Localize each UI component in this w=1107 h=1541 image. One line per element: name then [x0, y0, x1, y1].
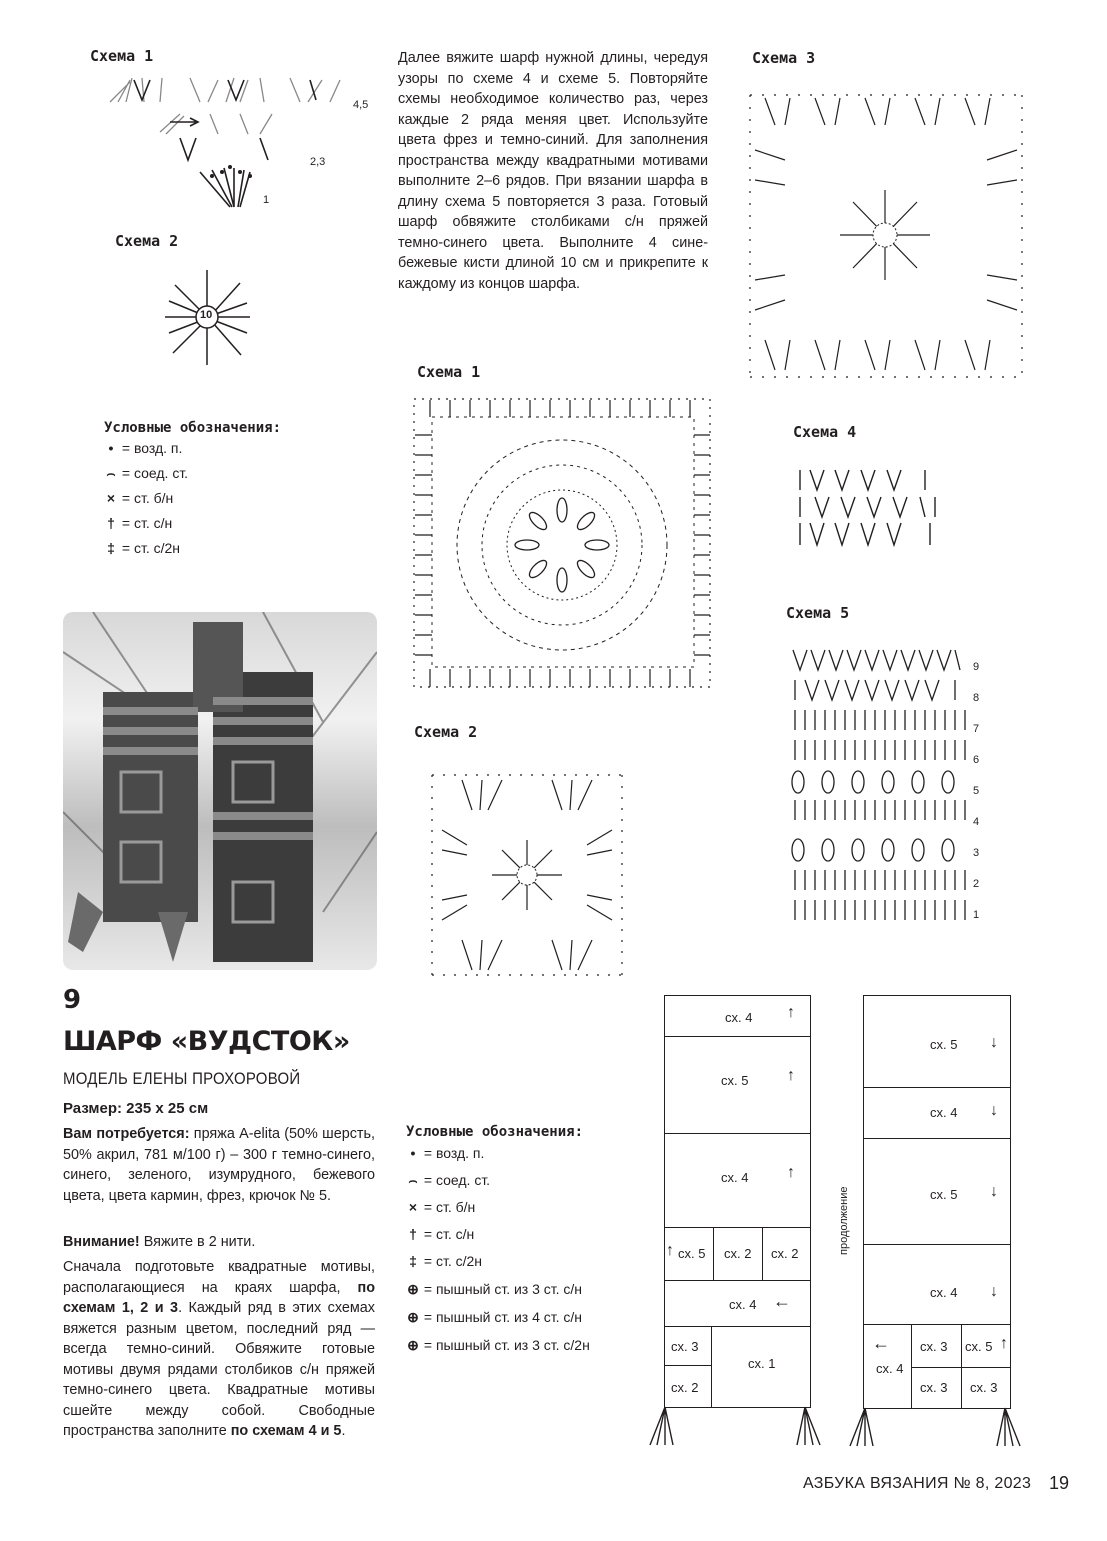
- mid-legend-title: Условные обозначения:: [406, 1124, 584, 1140]
- legend-item: ⌢ = соед. ст.: [106, 465, 189, 481]
- fringe-icon: [645, 1407, 835, 1447]
- article-author: МОДЕЛЬ ЕЛЕНЫ ПРОХОРОВОЙ: [63, 1069, 301, 1088]
- layout-block: сх. 4 ↑: [664, 995, 811, 1037]
- layout-block: сх. 4 ↓: [863, 1244, 1011, 1325]
- layout-block: сх. 4 ←: [664, 1280, 811, 1327]
- legend-item: ⊕ = пышный ст. из 3 ст. с/2н: [407, 1337, 590, 1353]
- layout-block: ↑ сх. 5: [664, 1227, 714, 1281]
- layout-block: сх. 5 ↓: [863, 995, 1011, 1088]
- article-materials: Вам потребуется: пряжа A-elita (50% шерсть, 50% акрил, 781 м/100 г) – 300 г темно-синего, синего, зеленого, изумрудного, бежевого цвета, цвета кармин, фрез, крючок № 5.: [63, 1126, 375, 1204]
- legend-item: • = возд. п.: [410, 1145, 485, 1161]
- layout-block: сх. 2: [713, 1227, 763, 1281]
- article-number: 9: [63, 985, 82, 1015]
- intro-text: Далее вяжите шарф нужной длины, чередуя узоры по схеме 4 и схеме 5. Повторяйте схемы необходимое количество раз, через каждые 2 ряда меняя цвет. Используйте цвета фрез и темно-синий. Для заполнения пространства между квадратными мотивами выполните 2–6 рядов. При вязании шарфа в длину схема 5 повторяется 3 раза. Готовый шарф обвяжите столбиками с/н пряжей темно-синего цвета. Выполните 4 сине-бежевые кисти длиной 10 см и прикрепите к каждому из концов шарфа.: [398, 50, 708, 292]
- continuation-label: продолжение: [838, 1186, 850, 1255]
- right-scheme3-diagram: [745, 90, 1027, 382]
- legend-item: † = ст. с/н: [409, 1226, 475, 1242]
- right-scheme3-title: Схема 3: [752, 49, 816, 67]
- layout-block: сх. 3: [664, 1326, 712, 1366]
- legend-item: ‡ = ст. с/2н: [107, 540, 181, 556]
- fringe-icon: [845, 1408, 1035, 1448]
- right-scheme4-title: Схема 4: [793, 423, 857, 441]
- mid-scheme2-title: Схема 2: [414, 723, 478, 741]
- left-scheme2-title: Схема 2: [115, 232, 179, 250]
- layout-block: сх. 2: [762, 1227, 811, 1281]
- legend-item: ⊕ = пышный ст. из 4 ст. с/н: [407, 1309, 583, 1325]
- mid-legend: [406, 1140, 590, 1359]
- left-scheme1-diagram: [100, 72, 360, 212]
- layout-block: сх. 5 ↑: [664, 1036, 811, 1134]
- mid-scheme1-title: Схема 1: [417, 363, 481, 381]
- layout-block: сх. 3: [911, 1367, 962, 1409]
- layout-block: сх. 2: [664, 1365, 712, 1408]
- article-title: ШАРФ «ВУДСТОК»: [63, 1026, 350, 1057]
- layout-block: сх. 3: [911, 1324, 962, 1368]
- layout-block: сх. 1: [711, 1326, 811, 1408]
- mid-scheme1-diagram: [410, 395, 715, 690]
- legend-item: • = возд. п.: [108, 440, 183, 456]
- article-size: Размер: 235 х 25 см: [63, 1100, 209, 1117]
- legend-item: × = ст. б/н: [106, 490, 174, 506]
- layout-block: сх. 5 ↑: [961, 1324, 1011, 1368]
- layout-block: сх. 4 ↑: [664, 1133, 811, 1228]
- scheme2-center-label: 10: [200, 309, 213, 321]
- legend-item: × = ст. б/н: [408, 1199, 476, 1215]
- layout-block: сх. 3: [961, 1367, 1011, 1409]
- article-instructions: Сначала подготовьте квадратные мотивы, располагающиеся на краях шарфа, по схемам 1, 2 и 3. Каждый ряд в этих схемах вяжется разным цветом, последний ряд — всегда темно-синий. Обвяжите готовые мотивы двумя рядами столбиков с/н пряжей темно-синего цвета. Квадратные мотивы сшейте между собой. Свободные пространства заполните по схемам 4 и 5.: [63, 1259, 375, 1439]
- layout-block: сх. 5 ↓: [863, 1138, 1011, 1245]
- layout-block: сх. 4 ↓: [863, 1087, 1011, 1139]
- article-attention: Внимание! Вяжите в 2 нити.: [63, 1234, 256, 1250]
- footer-page-number: 19: [1049, 1473, 1070, 1493]
- scheme5-row-labels: 9 8 7 6 5 4 3 2 1: [973, 661, 980, 921]
- right-scheme5-title: Схема 5: [786, 604, 850, 622]
- legend-item: ‡ = ст. с/2н: [409, 1253, 483, 1269]
- scheme1-row-label-45: 4,5: [353, 99, 369, 111]
- legend-item: † = ст. с/н: [107, 515, 173, 531]
- legend-item: ⊕ = пышный ст. из 3 ст. с/н: [407, 1281, 583, 1297]
- scheme1-row-label-1: 1: [263, 194, 270, 206]
- mid-scheme2-diagram: [422, 770, 634, 985]
- left-legend: [104, 436, 188, 561]
- scheme1-row-label-23: 2,3: [310, 156, 326, 168]
- footer-magazine: АЗБУКА ВЯЗАНИЯ № 8, 2023: [803, 1475, 1032, 1492]
- layout-block: ← сх. 4: [863, 1324, 912, 1409]
- scarf-photo: [63, 612, 377, 970]
- legend-item: ⌢ = соед. ст.: [408, 1172, 491, 1188]
- left-scheme1-title: Схема 1: [90, 47, 154, 65]
- right-scheme4-diagram: [795, 465, 940, 550]
- right-scheme5-diagram: [790, 645, 970, 925]
- left-legend-title: Условные обозначения:: [104, 420, 282, 436]
